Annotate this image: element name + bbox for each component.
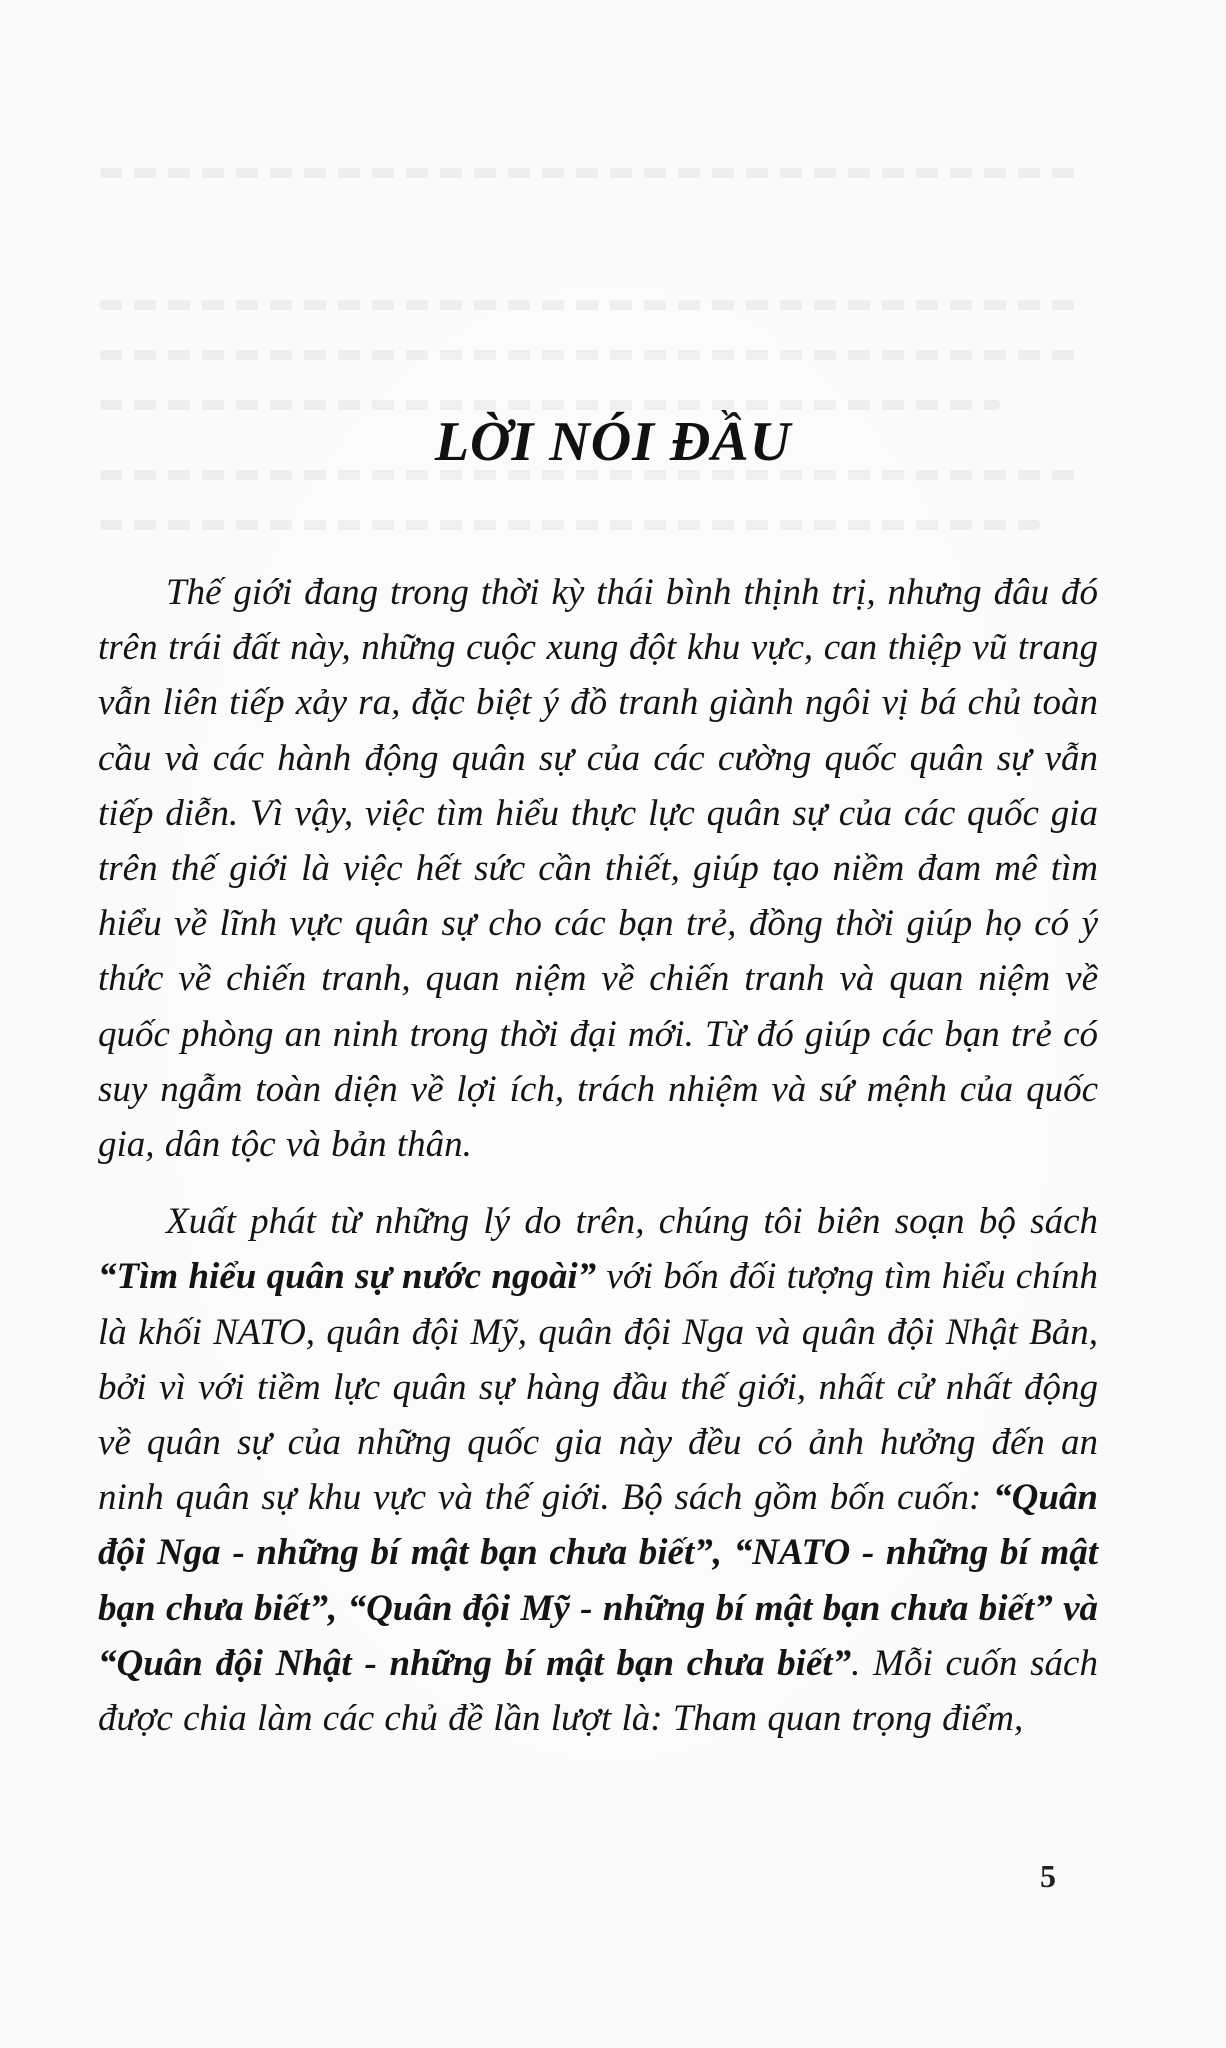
paragraph-text: Xuất phát từ những lý do trên, chúng tôi biên soạn bộ sách bbox=[166, 1201, 1098, 1243]
chapter-title: LỜI NÓI ĐẦU bbox=[434, 411, 792, 473]
page-number: 5 bbox=[1040, 1858, 1056, 1894]
bleed-through-line bbox=[100, 400, 1000, 410]
book-series-title: “Tìm hiểu quân sự nước ngoài” bbox=[98, 1256, 597, 1298]
body-text bbox=[98, 565, 1098, 1768]
book-titles-list: “Quân đội Nga - những bí mật bạn chưa biết”, “NATO - những bí mật bạn chưa biết”, “Quân đội Mỹ - những bí mật bạn chưa biết” và “Quân đội Nhật - những bí mật bạn chưa biết” bbox=[98, 1477, 1098, 1684]
paragraph-text: . Mỗi cuốn sách được chia làm các chủ đề lần lượt là: Tham quan trọng điểm, bbox=[98, 1642, 1098, 1740]
bleed-through-line bbox=[100, 168, 1080, 178]
bleed-through-line bbox=[100, 300, 1080, 310]
paragraph: Thế giới đang trong thời kỳ thái bình thịnh trị, nhưng đâu đó trên trái đất này, những cuộc xung đột khu vực, can thiệp vũ trang vẫn liên tiếp xảy ra, đặc biệt ý đồ tranh giành ngôi vị bá chủ toàn cầu và các hành động quân sự của các cường quốc quân sự vẫn tiếp diễn. Vì vậy, việc tìm hiểu thực lực quân sự của các quốc gia trên thế giới là việc hết sức cần thiết, giúp tạo niềm đam mê tìm hiểu về lĩnh vực quân sự cho các bạn trẻ, đồng thời giúp họ có ý thức về chiến tranh, quan niệm về chiến tranh và quan niệm về quốc phòng an ninh trong thời đại mới. Từ đó giúp các bạn trẻ có suy ngẫm toàn diện về lợi ích, trách nhiệm và sứ mệnh của quốc gia, dân tộc và bản thân. bbox=[98, 572, 1098, 1166]
paragraph bbox=[98, 1194, 1098, 1746]
bleed-through-line bbox=[100, 520, 1040, 530]
bleed-through-line bbox=[100, 350, 1080, 360]
paragraph-text: với bốn đối tượng tìm hiểu chính là khối NATO, quân đội Mỹ, quân đội Nga và quân đội Nhật Bản, bởi vì với tiềm lực quân sự hàng đầu thế giới, nhất cử nhất động về quân sự của những quốc gia này đều có ảnh hưởng đến an ninh quân sự khu vực và thế giới. Bộ sách gồm bốn cuốn: bbox=[98, 1256, 1098, 1519]
